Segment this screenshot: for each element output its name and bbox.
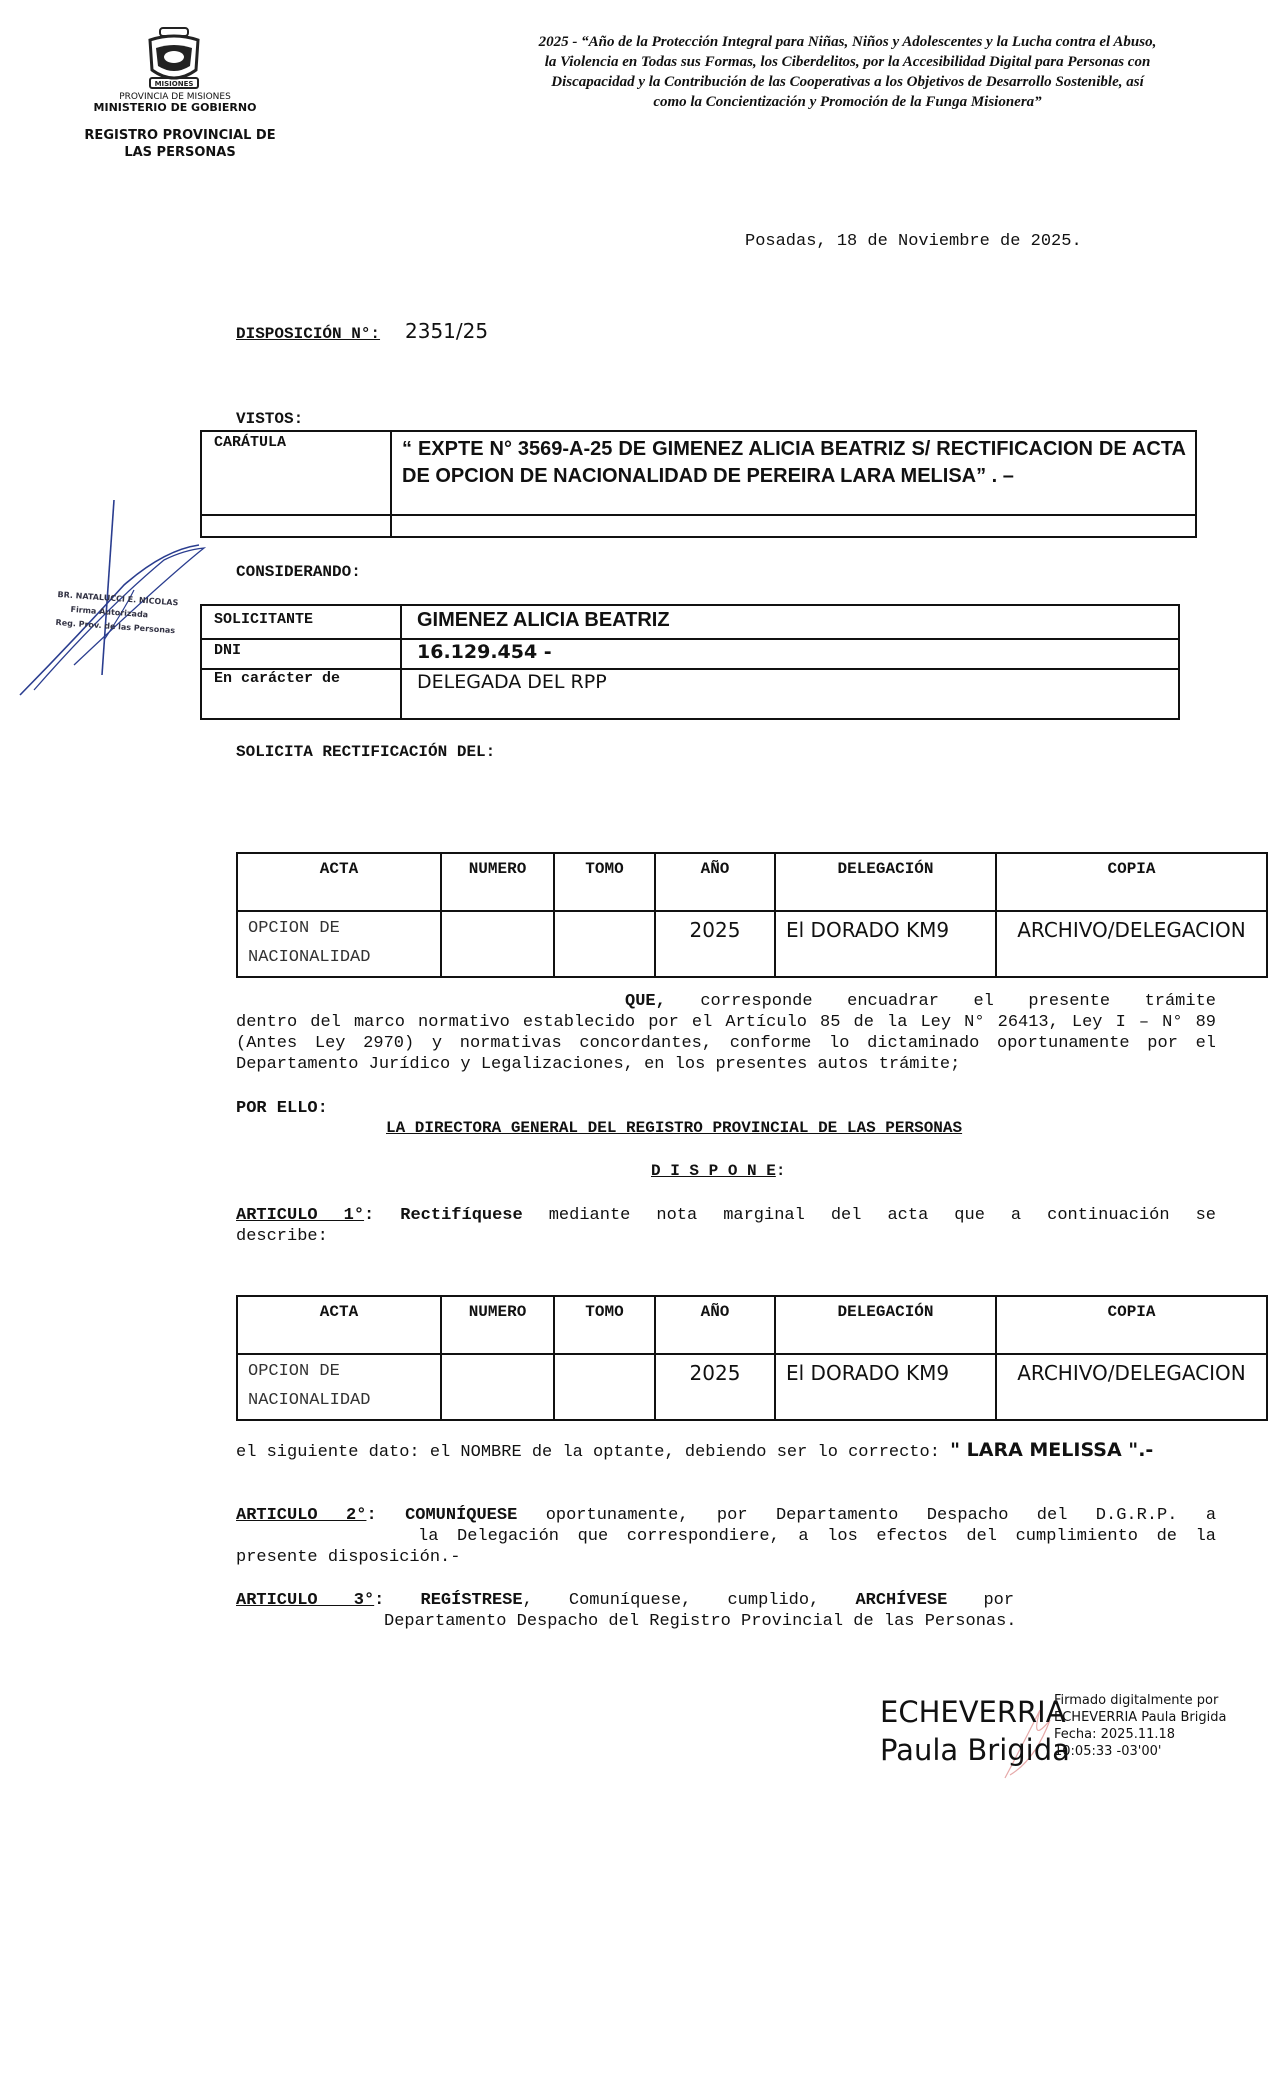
acta-table: [236, 852, 1268, 978]
article-2-cont: la Delegación que correspondiere, a los efectos del cumplimiento de la: [418, 1527, 1216, 1546]
cell-delegacion: El DORADO KM9: [775, 911, 996, 977]
solicita-heading: SOLICITA RECTIFICACIÓN DEL:: [236, 743, 496, 761]
col-header-acta: ACTA: [237, 1296, 441, 1354]
table-divider: [390, 432, 392, 536]
cell-anio: 2025: [655, 911, 775, 977]
que-paragraph: dentro del marco normativo establecido por el Artículo 85 de la Ley N° 26413, Ley I – N° 89 (Antes Ley 2970) y normativas concordantes, conforme lo dictaminado oportunamente por el Departamento Jurídico y Legalizaciones, en los presentes autos trámite;: [236, 1013, 1216, 1074]
table-row: [237, 1354, 1267, 1420]
cell-tomo: [554, 911, 655, 977]
province-crest-icon: [140, 22, 208, 94]
signature-details: Firmado digitalmente por ECHEVERRIA Paula Brigida Fecha: 2025.11.18 10:05:33 -03'00': [1054, 1693, 1227, 1759]
cell-anio: 2025: [655, 1354, 775, 1420]
article-2: ARTICULO 2°: COMUNÍQUESE oportunamente, por Departamento Despacho del D.G.R.P. a: [236, 1506, 1217, 1525]
col-header-delegacion: DELEGACIÓN: [775, 1296, 996, 1354]
cell-copia: ARCHIVO/DELEGACION: [996, 911, 1267, 977]
por-ello: POR ELLO:: [236, 1099, 328, 1118]
disposition-number: 2351/25: [405, 319, 489, 343]
signer-name: ECHEVERRIA Paula Brigida: [880, 1695, 1070, 1767]
article-1-cont: describe:: [236, 1227, 328, 1246]
cell-delegacion: El DORADO KM9: [775, 1354, 996, 1420]
col-header-acta: ACTA: [237, 853, 441, 911]
dni-value: 16.129.454 -: [417, 641, 552, 663]
article-3: ARTICULO 3°: REGÍSTRESE, Comuníquese, cumplido, ARCHÍVESE por: [236, 1591, 1015, 1610]
cell-acta: OPCION DE NACIONALIDAD: [237, 1354, 441, 1420]
col-header-copia: COPIA: [996, 1296, 1267, 1354]
cell-numero: [441, 1354, 554, 1420]
col-header-numero: NUMERO: [441, 853, 554, 911]
correct-name-value: " LARA MELISSA ".-: [950, 1439, 1154, 1461]
cell-copia: ARCHIVO/DELEGACION: [996, 1354, 1267, 1420]
year-motto: 2025 - “Año de la Protección Integral para Niñas, Niños y Adolescentes y la Lucha contra el Abuso, la Violencia en Todas sus Formas, los Ciberdelitos, por la Accesibilidad Digital para Personas con Discapacidad y la Contribución de las Cooperativas a los Objetivos de Desarrollo Sostenible, así como la Concientización y Promoción de la Funga Misionera”: [538, 34, 1157, 110]
stamp-text: BR. NATALUCCI E. NICOLAS Firma Autorizada Reg. Prov. de las Personas: [55, 589, 179, 636]
col-header-delegacion: DELEGACIÓN: [775, 853, 996, 911]
cell-acta: OPCION DE NACIONALIDAD: [237, 911, 441, 977]
cell-tomo: [554, 1354, 655, 1420]
cell-numero: [441, 911, 554, 977]
dispone-heading: D I S P O N E:: [651, 1162, 786, 1180]
article-3-cont: Departamento Despacho del Registro Provincial de las Personas.: [384, 1612, 1017, 1631]
col-header-anio: AÑO: [655, 1296, 775, 1354]
correct-data-line: el siguiente dato: el NOMBRE de la optante, debiendo ser lo correcto: " LARA MELISSA ".-: [236, 1439, 1154, 1462]
solicitante-table: [200, 604, 1180, 720]
caracter-label: En carácter de: [214, 670, 341, 687]
disposition-label: DISPOSICIÓN N°:: [236, 325, 381, 343]
ministry-name: MINISTERIO DE GOBIERNO: [93, 101, 257, 114]
solicitante-label: SOLICITANTE: [214, 611, 314, 628]
col-header-copia: COPIA: [996, 853, 1267, 911]
col-header-tomo: TOMO: [554, 853, 655, 911]
col-header-numero: NUMERO: [441, 1296, 554, 1354]
caracter-value: DELEGADA DEL RPP: [417, 671, 607, 693]
directora-title: LA DIRECTORA GENERAL DEL REGISTRO PROVINCIAL DE LAS PERSONAS: [386, 1119, 963, 1137]
registry-name: REGISTRO PROVINCIAL DE LAS PERSONAS: [84, 128, 276, 160]
col-header-anio: AÑO: [655, 853, 775, 911]
acta-table: [236, 1295, 1268, 1421]
que-paragraph-first-line: QUE, corresponde encuadrar el presente trámite: [625, 992, 1216, 1011]
considerando-heading: CONSIDERANDO:: [236, 563, 361, 581]
caratula-label: CARÁTULA: [214, 434, 287, 451]
date-line: Posadas, 18 de Noviembre de 2025.: [745, 232, 1082, 251]
caratula-text: “ EXPTE N° 3569-A-25 DE GIMENEZ ALICIA BEATRIZ S/ RECTIFICACION DE ACTA DE OPCION DE NACIONALIDAD DE PEREIRA LARA MELISA” . –: [402, 438, 1186, 487]
article-1: ARTICULO 1°: Rectifíquese mediante nota marginal del acta que a continuación se: [236, 1206, 1217, 1225]
article-2-end: presente disposición.-: [236, 1548, 461, 1567]
vistos-heading: VISTOS:: [236, 410, 304, 428]
solicitante-value: GIMENEZ ALICIA BEATRIZ: [417, 609, 670, 631]
table-divider: [202, 514, 1195, 516]
dni-label: DNI: [214, 642, 242, 659]
province-name: PROVINCIA DE MISIONES: [119, 92, 231, 102]
svg-text:MISIONES: MISIONES: [154, 80, 194, 88]
caratula-table: [200, 430, 1197, 538]
table-divider: [202, 668, 1178, 670]
col-header-tomo: TOMO: [554, 1296, 655, 1354]
table-divider: [400, 606, 402, 718]
table-divider: [202, 638, 1178, 640]
table-row: [237, 911, 1267, 977]
